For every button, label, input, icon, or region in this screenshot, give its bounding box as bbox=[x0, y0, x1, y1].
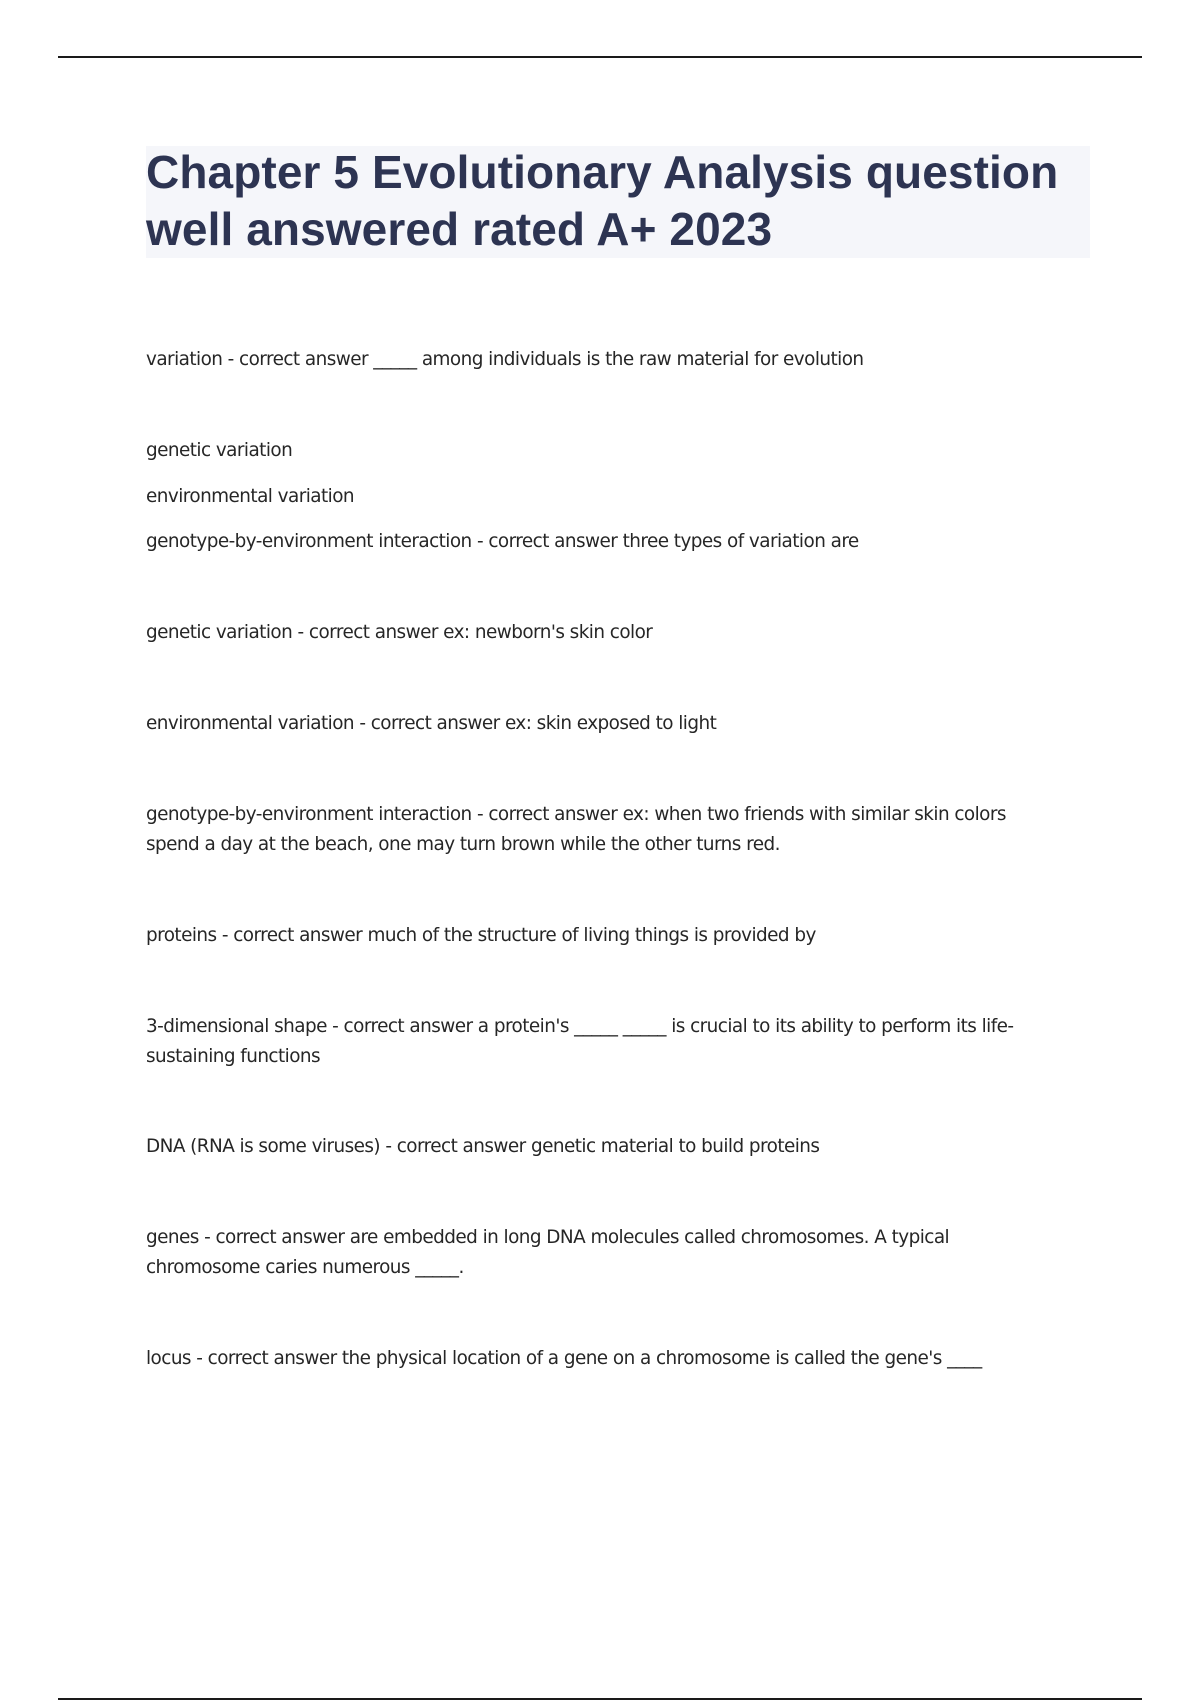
entry-dna: DNA (RNA is some viruses) - correct answer genetic material to build proteins bbox=[146, 1136, 820, 1157]
title-banner bbox=[146, 146, 1090, 258]
entry-genetic-variation: genetic variation bbox=[146, 440, 293, 461]
entry-3d-shape: 3-dimensional shape - correct answer a protein's _____ _____ is crucial to its ability to perform its life-sustaining functions bbox=[146, 1016, 1014, 1067]
entry-gxe-example: genotype-by-environment interaction - correct answer ex: when two friends with similar skin colors spend a day at the beach, one may turn brown while the other turns red. bbox=[146, 804, 1006, 855]
entry-three-types: genotype-by-environment interaction - correct answer three types of variation are bbox=[146, 531, 859, 552]
entry-genetic-example: genetic variation - correct answer ex: newborn's skin color bbox=[146, 622, 653, 643]
entry-proteins: proteins - correct answer much of the structure of living things is provided by bbox=[146, 925, 816, 946]
top-rule bbox=[58, 56, 1142, 58]
document-title: Chapter 5 Evolutionary Analysis question well answered rated A+ 2023 bbox=[146, 146, 1059, 255]
entry-variation: variation - correct answer _____ among individuals is the raw material for evolution bbox=[146, 349, 864, 370]
entry-locus: locus - correct answer the physical location of a gene on a chromosome is called the gene's ____ bbox=[146, 1348, 982, 1369]
entry-environmental-example: environmental variation - correct answer ex: skin exposed to light bbox=[146, 713, 717, 734]
entry-environmental-variation: environmental variation bbox=[146, 486, 355, 507]
entry-genes: genes - correct answer are embedded in long DNA molecules called chromosomes. A typical chromosome caries numerous _____. bbox=[146, 1227, 950, 1278]
